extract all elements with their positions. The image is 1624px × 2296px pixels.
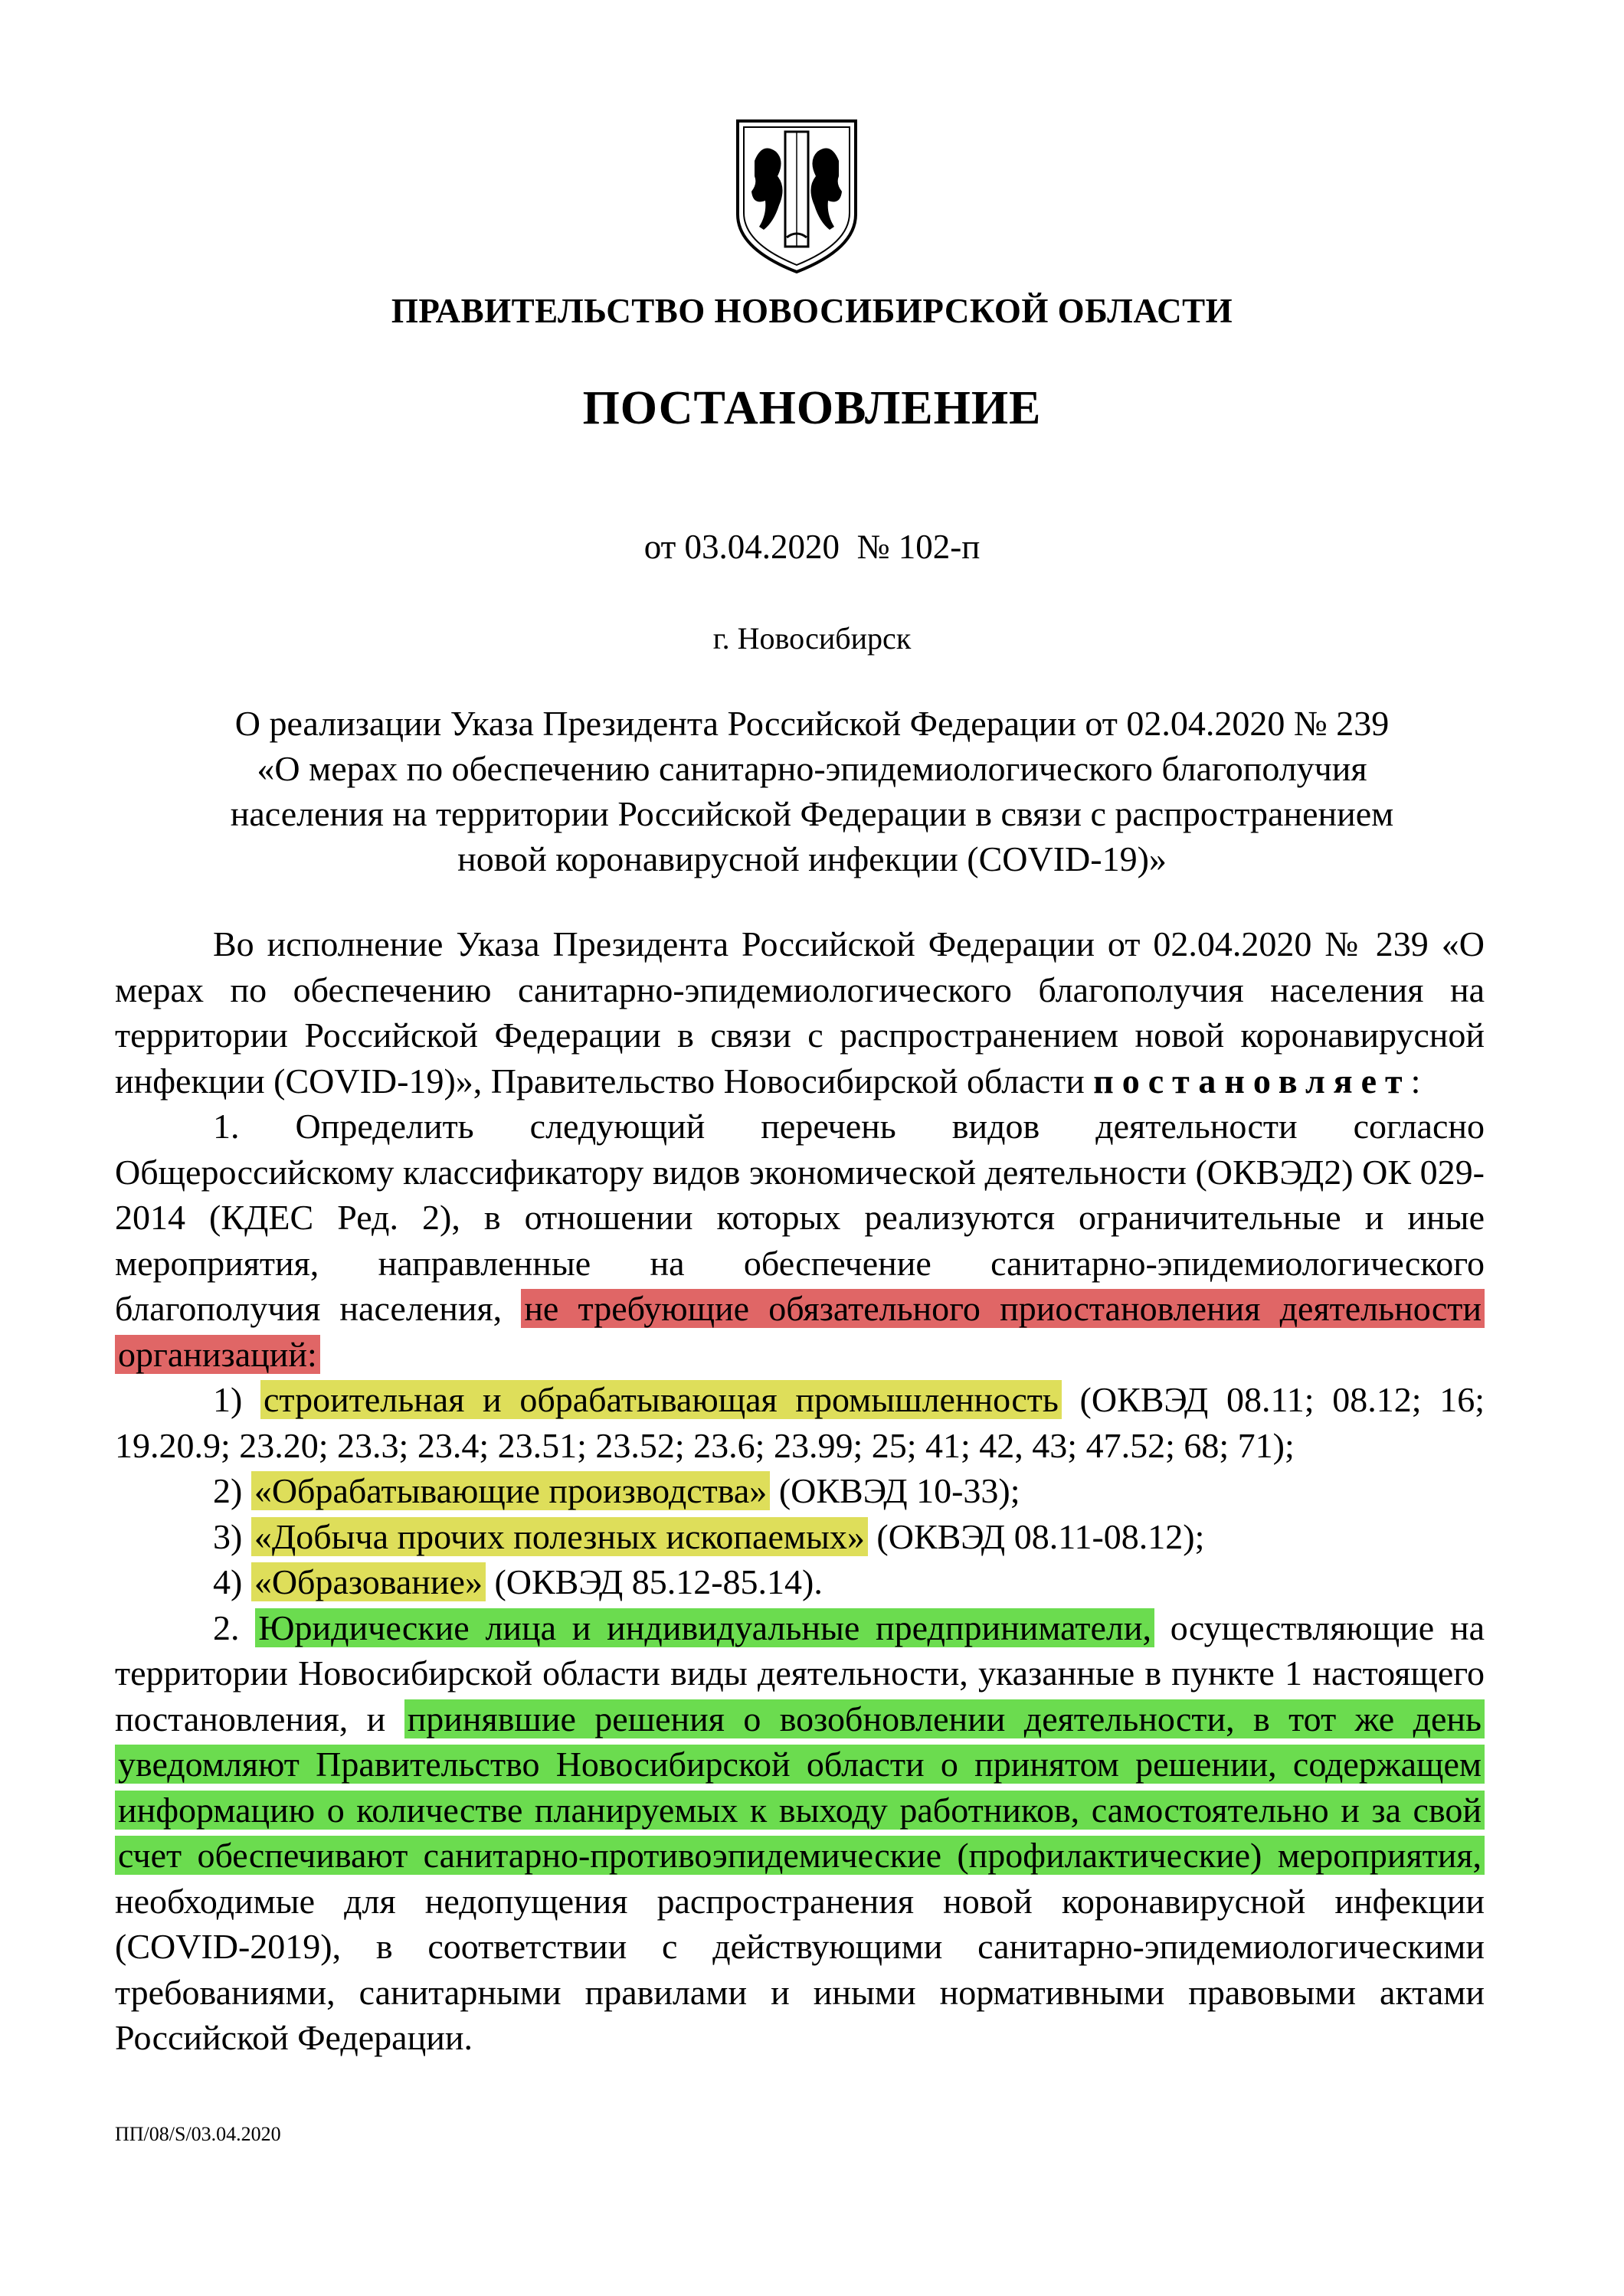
subitem-number: 3) <box>213 1516 251 1556</box>
coat-of-arms-icon <box>732 115 862 276</box>
date-and-number: от 03.04.2020 № 102-п <box>643 528 981 566</box>
item-2-paragraph <box>115 1605 1485 2061</box>
subject-line: «О мерах по обеспечению санитарно-эпидемиологического благополучия <box>257 749 1367 788</box>
subitem-1 <box>115 1377 1485 1468</box>
document-subject <box>107 701 1517 881</box>
item-1-text: 1. Определить следующий перечень видов деятельности согласно Общероссийскому классификатору видов экономической деятельности (ОКВЭД2) ОК 029-2014 (КДЕС Ред. 2), в отношении которых реализуются ограничительные и иные мероприятия, направленные на обеспечение санитарно-эпидемиологического благополучия населения, <box>115 1107 1485 1328</box>
subitem-text: (ОКВЭД 85.12-85.14). <box>485 1562 823 1601</box>
item-2-highlight-2: принявшие решения о возобновлении деятельности, в тот же день уведомляют Правительство Новосибирской области о принятом решении, содержащем информацию о количестве планируемых к выходу работников, самостоятельно и за свой счет обеспечивают санитарно-противоэпидемические (профилактические) мероприятия, <box>115 1699 1485 1876</box>
subitem-highlight: «Добыча прочих полезных ископаемых» <box>251 1517 868 1556</box>
subitem-text: (ОКВЭД 08.11; 08.12; 16; 19.20.9; 23.20; 23.3; 23.4; 23.51; 23.52; 23.6; 23.99; 25; 41; 42, 43; 47.52; 68; 71); <box>115 1380 1485 1465</box>
decree-word: постановляет <box>1093 1061 1411 1101</box>
subitem-text: (ОКВЭД 08.11-08.12); <box>867 1516 1205 1556</box>
subitem-3 <box>115 1514 1485 1560</box>
subitem-highlight: строительная и обрабатывающая промышленность <box>260 1380 1062 1419</box>
subitem-number: 2) <box>213 1471 251 1510</box>
document-type: ПОСТАНОВЛЕНИЕ <box>582 382 1042 434</box>
preamble-paragraph <box>115 921 1485 1104</box>
subject-line: населения на территории Российской Федерации в связи с распространением <box>230 794 1394 833</box>
city: г. Новосибирск <box>712 621 912 656</box>
item-1-highlight: не требующие обязательного приостановления деятельности организаций: <box>115 1289 1485 1374</box>
document-body <box>115 921 1485 2061</box>
subject-line: О реализации Указа Президента Российской Федерации от 02.04.2020 № 239 <box>234 704 1390 743</box>
subitem-number: 4) <box>213 1562 251 1601</box>
subitem-number: 1) <box>213 1380 261 1419</box>
government-name: ПРАВИТЕЛЬСТВО НОВОСИБИРСКОЙ ОБЛАСТИ <box>391 292 1233 330</box>
subject-line: новой коронавирусной инфекции (COVID-19)» <box>457 839 1167 878</box>
footer-code: ПП/08/S/03.04.2020 <box>115 2123 281 2145</box>
subitem-4 <box>115 1559 1485 1605</box>
subitem-highlight: «Образование» <box>251 1562 486 1601</box>
subitem-highlight: «Обрабатывающие производства» <box>251 1471 770 1510</box>
item-2-number: 2. <box>213 1608 256 1647</box>
item-2-text-1: осуществляющие на территории Новосибирской области виды деятельности, указанные в пункте 1 настоящего постановления, и <box>115 1608 1485 1738</box>
subitem-text: (ОКВЭД 10-33); <box>770 1471 1020 1510</box>
subitem-2 <box>115 1468 1485 1514</box>
preamble-text: Во исполнение Указа Президента Российской Федерации от 02.04.2020 № 239 «О мерах по обеспечению санитарно-эпидемиологического благополучия населения на территории Российской Федерации в связи с распространением новой коронавирусной инфекции (COVID-19)», Правительство Новосибирской области <box>115 924 1485 1101</box>
item-2-highlight-1: Юридические лица и индивидуальные предприниматели, <box>255 1608 1154 1647</box>
item-1-paragraph <box>115 1104 1485 1377</box>
item-2-text-2: необходимые для недопущения распространения новой коронавирусной инфекции (COVID-2019), в соответствии с действующими санитарно-эпидемиологическими требованиями, санитарными правилами и иными нормативными правовыми актами Российской Федерации. <box>115 1881 1485 2057</box>
preamble-tail: : <box>1410 1061 1421 1101</box>
